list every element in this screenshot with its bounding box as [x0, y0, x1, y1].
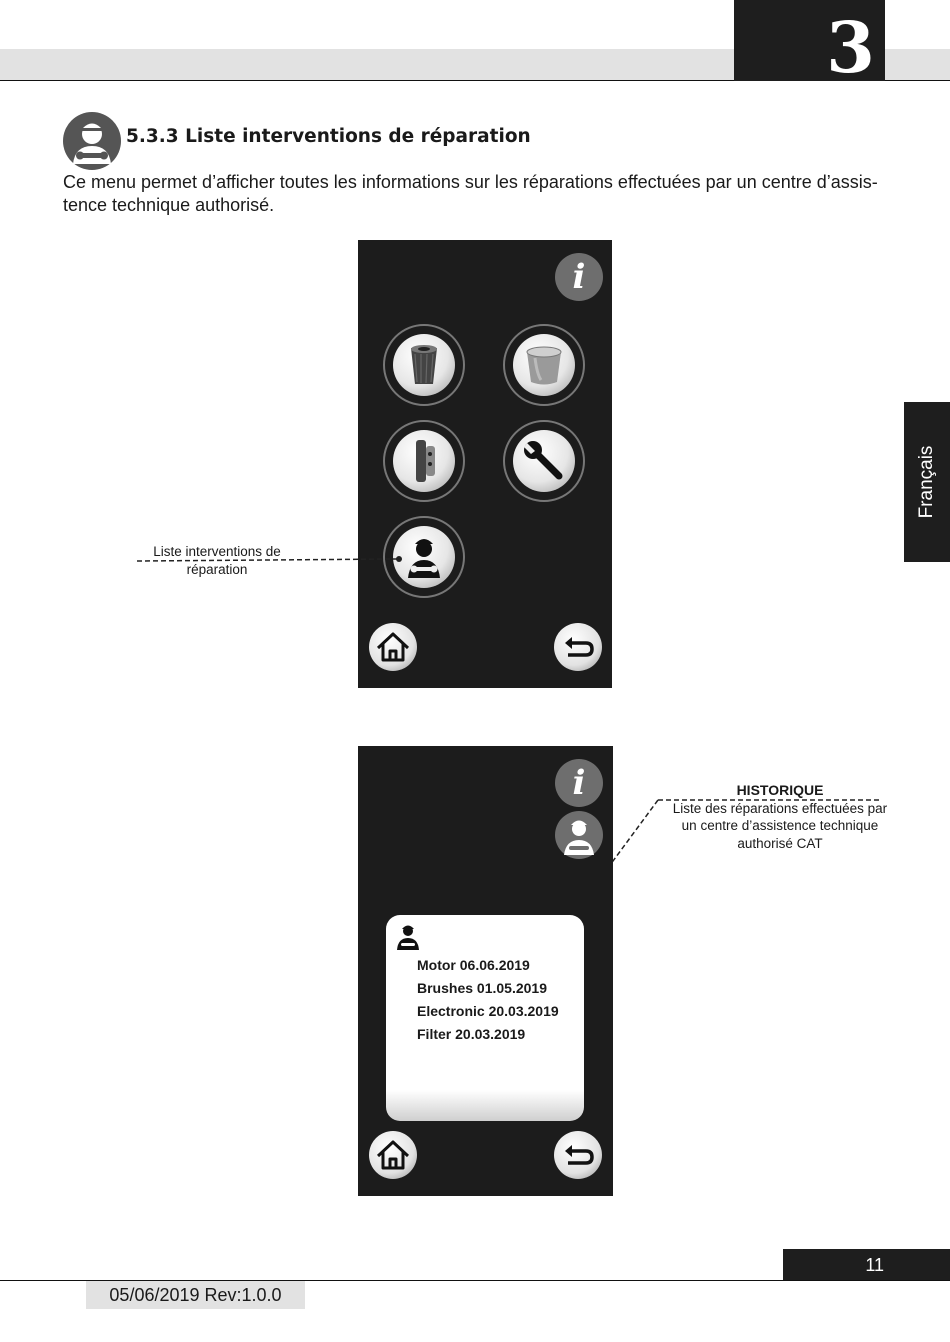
technician-icon [555, 811, 603, 859]
intro-line-1: Ce menu permet d’afficher toutes les informations sur les réparations effectuées par un centre d’assis- [63, 172, 878, 192]
callout-line-3: authorisé CAT [737, 835, 823, 851]
page-number: 11 [783, 1249, 950, 1281]
home-button[interactable] [369, 1131, 417, 1179]
repair-history-card [386, 915, 584, 1121]
callout-historique [662, 782, 898, 852]
history-entry-brushes: Brushes 01.05.2019 [417, 980, 547, 996]
history-entry-filter: Filter 20.03.2019 [417, 1026, 526, 1042]
technician-button[interactable] [555, 811, 603, 859]
info-button[interactable] [555, 759, 603, 807]
history-entry-motor: Motor 06.06.2019 [417, 957, 530, 973]
intro-line-2: tence technique authorisé. [63, 195, 275, 215]
section-title: 5.3.3 Liste interventions de réparation [126, 126, 531, 147]
back-button[interactable] [554, 1131, 602, 1179]
back-arrow-icon [554, 1131, 602, 1179]
device-screen-history [358, 746, 613, 1196]
chapter-number: 3 [734, 0, 885, 81]
callout-title: HISTORIQUE [736, 782, 824, 798]
technician-small-icon [394, 921, 422, 951]
footer-date-revision: 05/06/2019 Rev:1.0.0 [86, 1281, 305, 1309]
callout-line-2: un centre d’assistence technique [681, 818, 879, 833]
callout-line-1: Liste interventions de [153, 544, 281, 559]
history-entry-electronic: Electronic 20.03.2019 [417, 1003, 559, 1019]
language-label: Français [916, 445, 937, 519]
callout-line-1: Liste des réparations effectuées par [672, 800, 888, 816]
callout-line-2: réparation [186, 561, 248, 577]
home-icon [369, 1131, 417, 1179]
info-icon: i [572, 763, 586, 803]
info-icon: i [572, 257, 586, 297]
